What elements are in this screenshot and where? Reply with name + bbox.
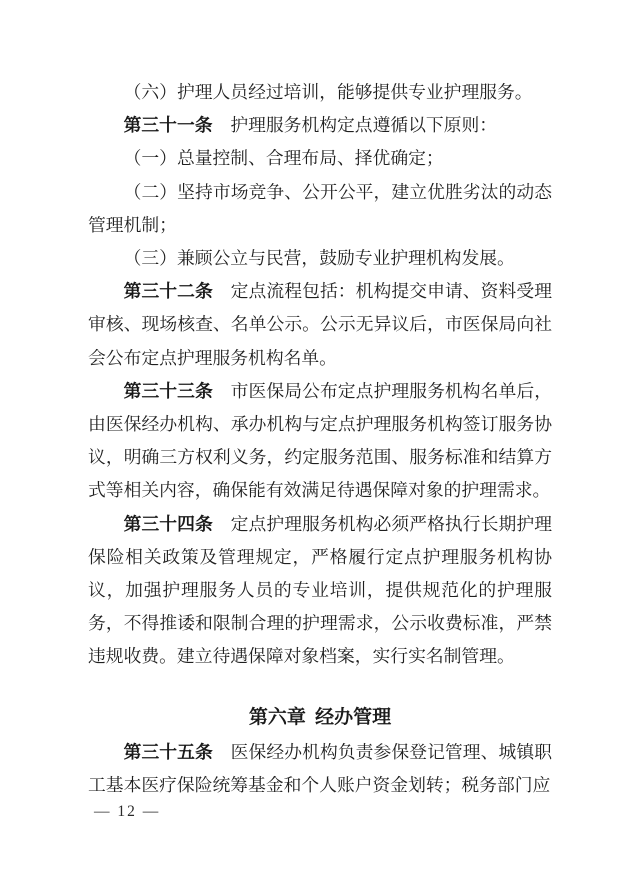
article-number: 第三十三条 — [123, 380, 213, 401]
paragraph — [88, 736, 552, 802]
paragraph — [88, 275, 552, 375]
article-number: 第三十四条 — [123, 513, 213, 534]
paragraph — [88, 242, 552, 275]
document-content — [88, 76, 552, 802]
paragraph — [88, 109, 552, 142]
paragraph-text: 医保经办机构负责参保登记管理、城镇职工基本医疗保险统筹基金和个人账户资金划转；税务部门应 — [88, 741, 552, 796]
paragraph — [88, 76, 552, 109]
page-number: — 12 — — [94, 803, 161, 820]
paragraph-text: 市医保局公布定点护理服务机构名单后，由医保经办机构、承办机构与定点护理服务机构签订服务协议，明确三方权利义务，约定服务范围、服务标准和结算方式等相关内容，确保能有效满足待遇保障对象的护理需求。 — [88, 380, 552, 501]
paragraph — [88, 176, 552, 242]
paragraph — [88, 142, 552, 175]
paragraph-text: （一）总量控制、合理布局、择优确定； — [123, 148, 444, 169]
paragraph-text: （三）兼顾公立与民营，鼓励专业护理机构发展。 — [123, 248, 515, 269]
article-number: 第三十五条 — [123, 741, 213, 762]
paragraph-text: 护理服务机构定点遵循以下原则： — [230, 115, 498, 136]
paragraph — [88, 375, 552, 508]
article-number: 第三十二条 — [123, 281, 213, 302]
paragraph-text: 定点护理服务机构必须严格执行长期护理保险相关政策及管理规定，严格履行定点护理服务机构协议，加强护理服务人员的专业培训，提供规范化的护理服务，不得推诿和限制合理的护理需求，公示收费标准，严禁违规收费。建立待遇保障对象档案，实行实名制管理。 — [88, 513, 552, 667]
paragraph — [88, 508, 552, 674]
chapter-heading: 第六章 经办管理 — [248, 706, 392, 728]
article-number: 第三十一条 — [123, 115, 213, 136]
paragraph-text: （六）护理人员经过培训，能够提供专业护理服务。 — [123, 82, 533, 102]
paragraph-text: 定点流程包括：机构提交申请、资料受理审核、现场核查、名单公示。公示无异议后，市医保局向社会公布定点护理服务机构名单。 — [88, 281, 552, 368]
paragraph-text: （二）坚持市场竞争、公开公平，建立优胜劣汰的动态管理机制； — [88, 181, 552, 235]
